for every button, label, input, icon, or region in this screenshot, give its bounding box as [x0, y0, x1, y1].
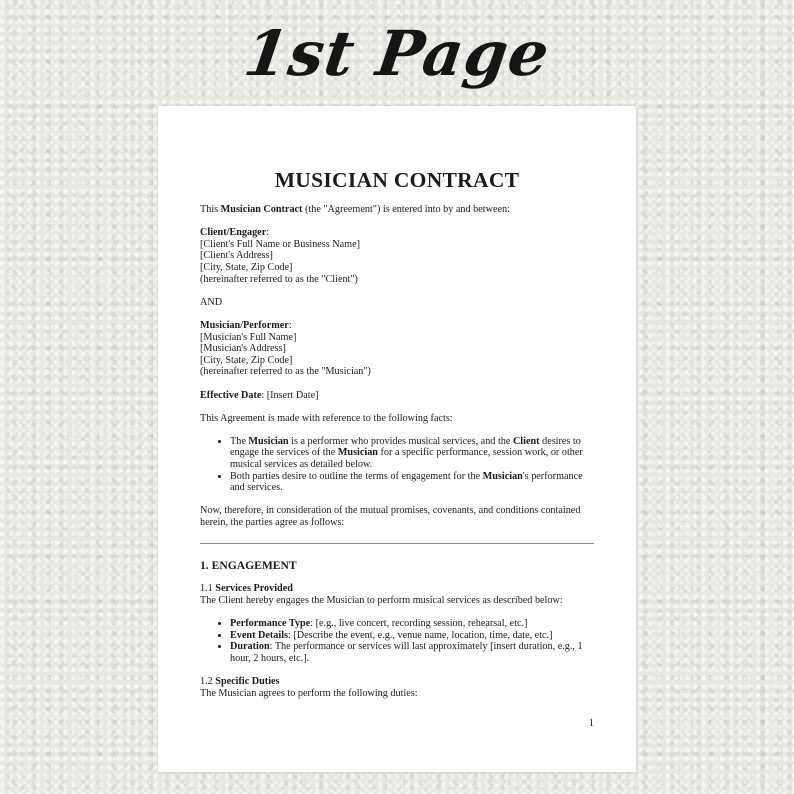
musician-line: [Musician's Address] — [200, 343, 286, 355]
page-banner-title: 1st Page — [239, 17, 555, 90]
facts-intro: This Agreement is made with reference to the following facts: — [200, 412, 453, 424]
client-colon: : — [266, 227, 270, 239]
subsection-text: The Musician agrees to perform the following duties: — [200, 687, 418, 699]
client-line: [Client's Address] — [200, 250, 273, 262]
musician-line: [Musician's Full Name] — [200, 331, 297, 343]
subsection-1-1 — [200, 583, 594, 606]
document-title: MUSICIAN CONTRACT — [274, 168, 520, 192]
section-title: 1. ENGAGEMENT — [200, 558, 297, 572]
list-item: • Event Details: [Describe the event, e.g., venue name, location, time, date, etc.] — [230, 630, 594, 642]
client-label: Client/Engager — [200, 227, 267, 239]
services-list — [200, 618, 594, 664]
effective-date-value: : [Insert Date] — [261, 389, 319, 401]
subsection-number: 1.1 — [200, 583, 216, 595]
subsection-1-2 — [200, 676, 594, 699]
client-line: [City, State, Zip Code] — [200, 261, 293, 273]
section-divider — [200, 543, 594, 544]
musician-line: (hereinafter referred to as the "Musician") — [200, 366, 371, 378]
list-item: • The Musician is a performer who provides musical services, and the Client desires to engage the services of the Musician for a specific performance, session work, or other musical services as detailed below. — [230, 436, 594, 471]
list-item: • Both parties desire to outline the terms of engagement for the Musician's performance and services. — [230, 471, 594, 494]
subsection-number: 1.2 — [200, 675, 216, 687]
list-item: • Performance Type: [e.g., live concert, recording session, rehearsal, etc.] — [230, 618, 594, 630]
subsection-text: The Client hereby engages the Musician to perform musical services as described below: — [200, 594, 563, 606]
list-item: • Duration: The performance or services will last approximately [insert duration, e.g., 1 hour, 2 hours, etc.]. — [230, 641, 594, 664]
musician-label: Musician/Performer — [200, 319, 289, 331]
intro-text-post: (the "Agreement") is entered into by and between: — [302, 204, 510, 215]
client-block — [200, 227, 594, 285]
subsection-title: Services Provided — [215, 583, 293, 595]
subsection-title: Specific Duties — [215, 675, 280, 687]
and-separator: AND — [200, 296, 223, 308]
client-line: [Client's Full Name or Business Name] — [200, 238, 361, 250]
facts-list — [200, 436, 594, 494]
page-number: 1 — [588, 718, 594, 729]
musician-colon: : — [288, 319, 292, 331]
intro-text-bold: Musician Contract — [220, 204, 303, 215]
effective-date — [200, 390, 594, 402]
client-line: (hereinafter referred to as the "Client") — [200, 273, 358, 285]
whereas-paragraph: Now, therefore, in consideration of the mutual promises, covenants, and conditions contained herein, the parties agree as follows: — [200, 505, 581, 529]
contract-page — [158, 106, 636, 772]
intro-paragraph — [200, 204, 594, 216]
musician-block — [200, 320, 594, 378]
intro-text-pre: This — [200, 204, 221, 215]
effective-date-label: Effective Date — [200, 389, 262, 401]
musician-line: [City, State, Zip Code] — [200, 354, 293, 366]
